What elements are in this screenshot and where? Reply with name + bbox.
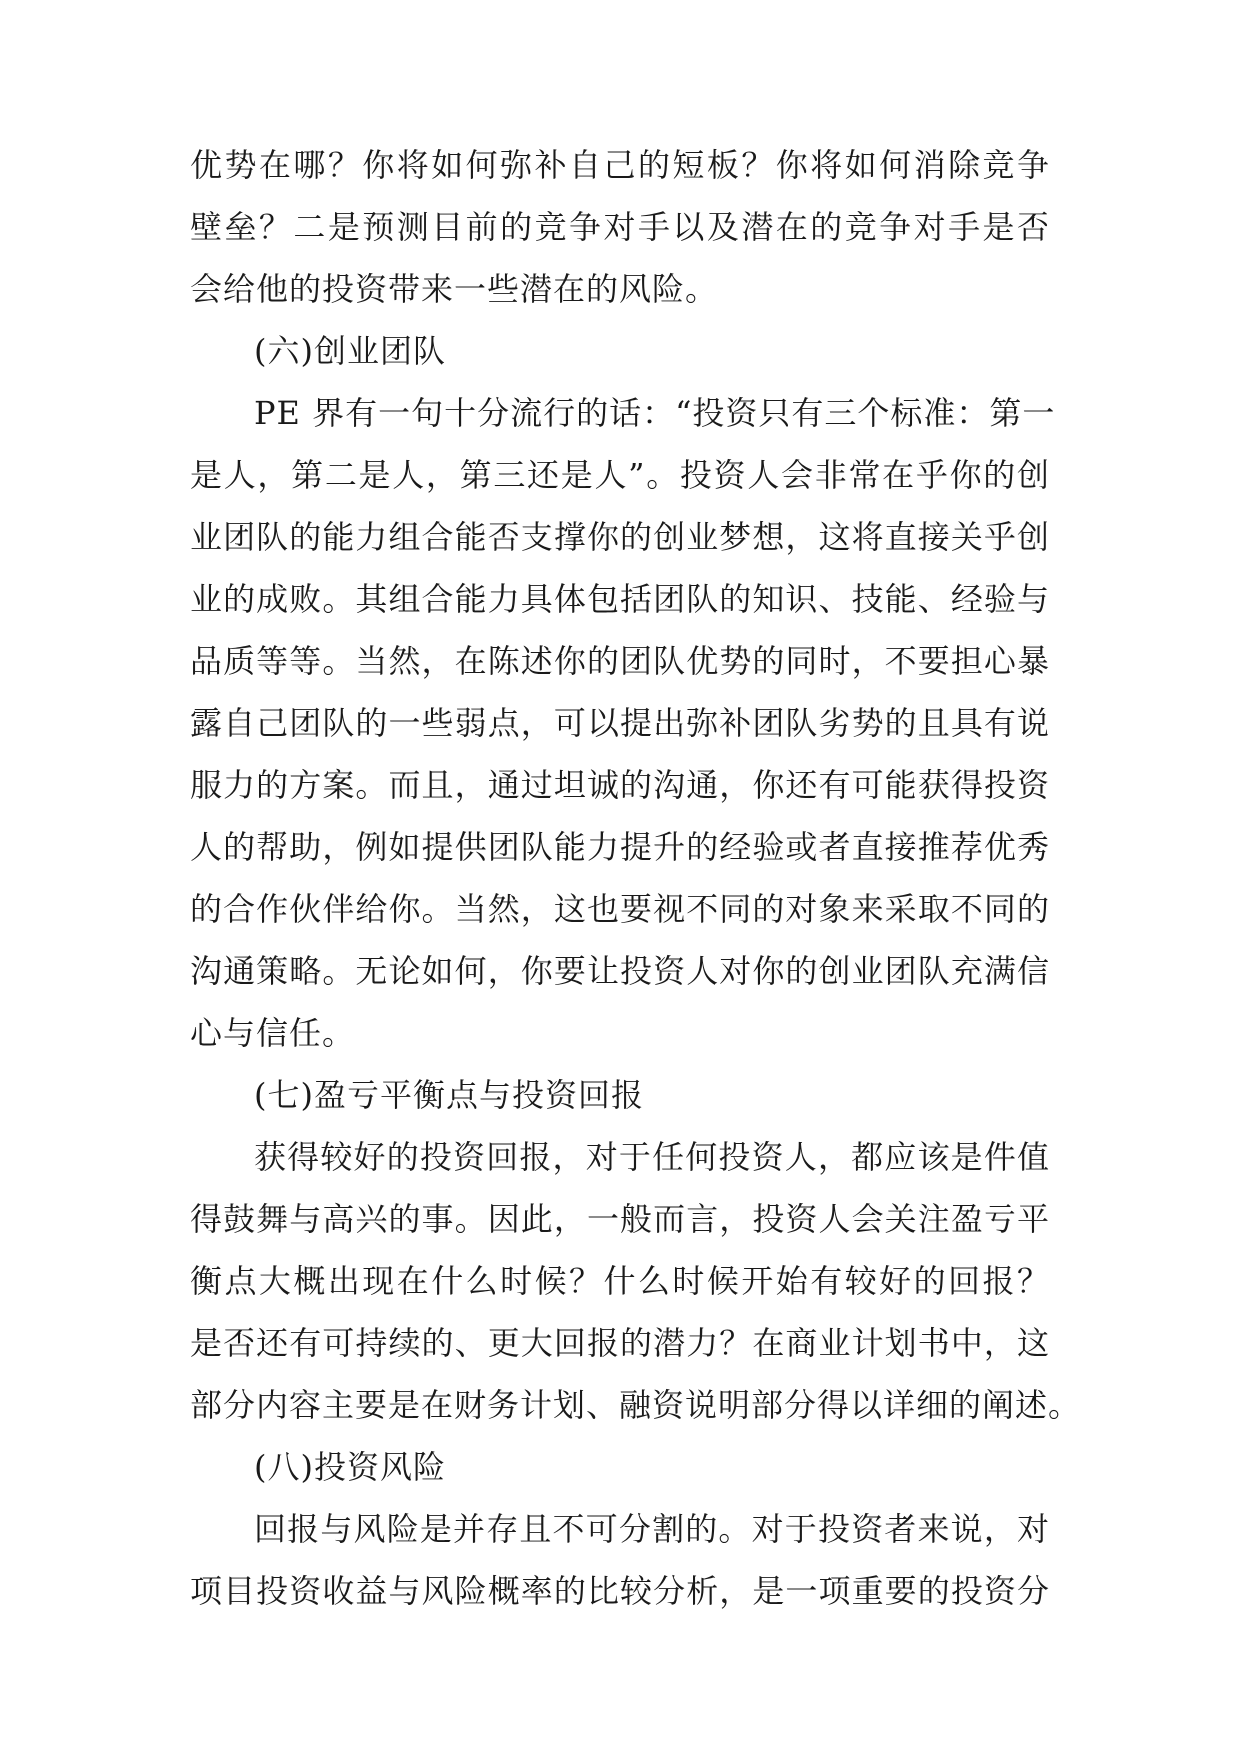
paragraph-line: 品质等等。当然，在陈述你的团队优势的同时，不要担心暴	[190, 642, 1050, 680]
paragraph-line: 会给他的投资带来一些潜在的风险。	[190, 270, 719, 308]
paragraph-line: 获得较好的投资回报，对于任何投资人，都应该是件值	[254, 1138, 1050, 1176]
paragraph-line: 得鼓舞与高兴的事。因此，一般而言，投资人会关注盈亏平	[190, 1200, 1050, 1238]
paragraph-line: 人的帮助，例如提供团队能力提升的经验或者直接推荐优秀	[190, 828, 1050, 866]
section-heading: (七)盈亏平衡点与投资回报	[254, 1076, 644, 1114]
paragraph-line: 心与信任。	[190, 1014, 356, 1052]
section-heading: (六)创业团队	[254, 332, 446, 370]
paragraph-line: 业团队的能力组合能否支撑你的创业梦想，这将直接关乎创	[190, 518, 1050, 556]
paragraph-line: 优势在哪？你将如何弥补自己的短板？你将如何消除竞争	[190, 146, 1050, 184]
paragraph-line: 业的成败。其组合能力具体包括团队的知识、技能、经验与	[190, 580, 1050, 618]
paragraph-line: 回报与风险是并存且不可分割的。对于投资者来说，对	[254, 1510, 1050, 1548]
paragraph-line: 壁垒？二是预测目前的竞争对手以及潜在的竞争对手是否	[190, 208, 1050, 246]
paragraph-line: 的合作伙伴给你。当然，这也要视不同的对象来采取不同的	[190, 890, 1050, 928]
paragraph-line: 是人，第二是人，第三还是人”。投资人会非常在乎你的创	[190, 456, 1050, 494]
paragraph-line: 沟通策略。无论如何，你要让投资人对你的创业团队充满信	[190, 952, 1050, 990]
section-heading: (八)投资风险	[254, 1448, 446, 1486]
paragraph-line: 露自己团队的一些弱点，可以提出弥补团队劣势的且具有说	[190, 704, 1050, 742]
paragraph-line: 服力的方案。而且，通过坦诚的沟通，你还有可能获得投资	[190, 766, 1050, 804]
paragraph-line: PE 界有一句十分流行的话：“投资只有三个标准：第一	[254, 394, 1056, 432]
paragraph-line: 衡点大概出现在什么时候？什么时候开始有较好的回报？	[190, 1262, 1050, 1300]
paragraph-line: 项目投资收益与风险概率的比较分析，是一项重要的投资分	[190, 1572, 1050, 1610]
paragraph-line: 是否还有可持续的、更大回报的潜力？在商业计划书中，这	[190, 1324, 1050, 1362]
paragraph-line: 部分内容主要是在财务计划、融资说明部分得以详细的阐述。	[190, 1386, 1082, 1424]
